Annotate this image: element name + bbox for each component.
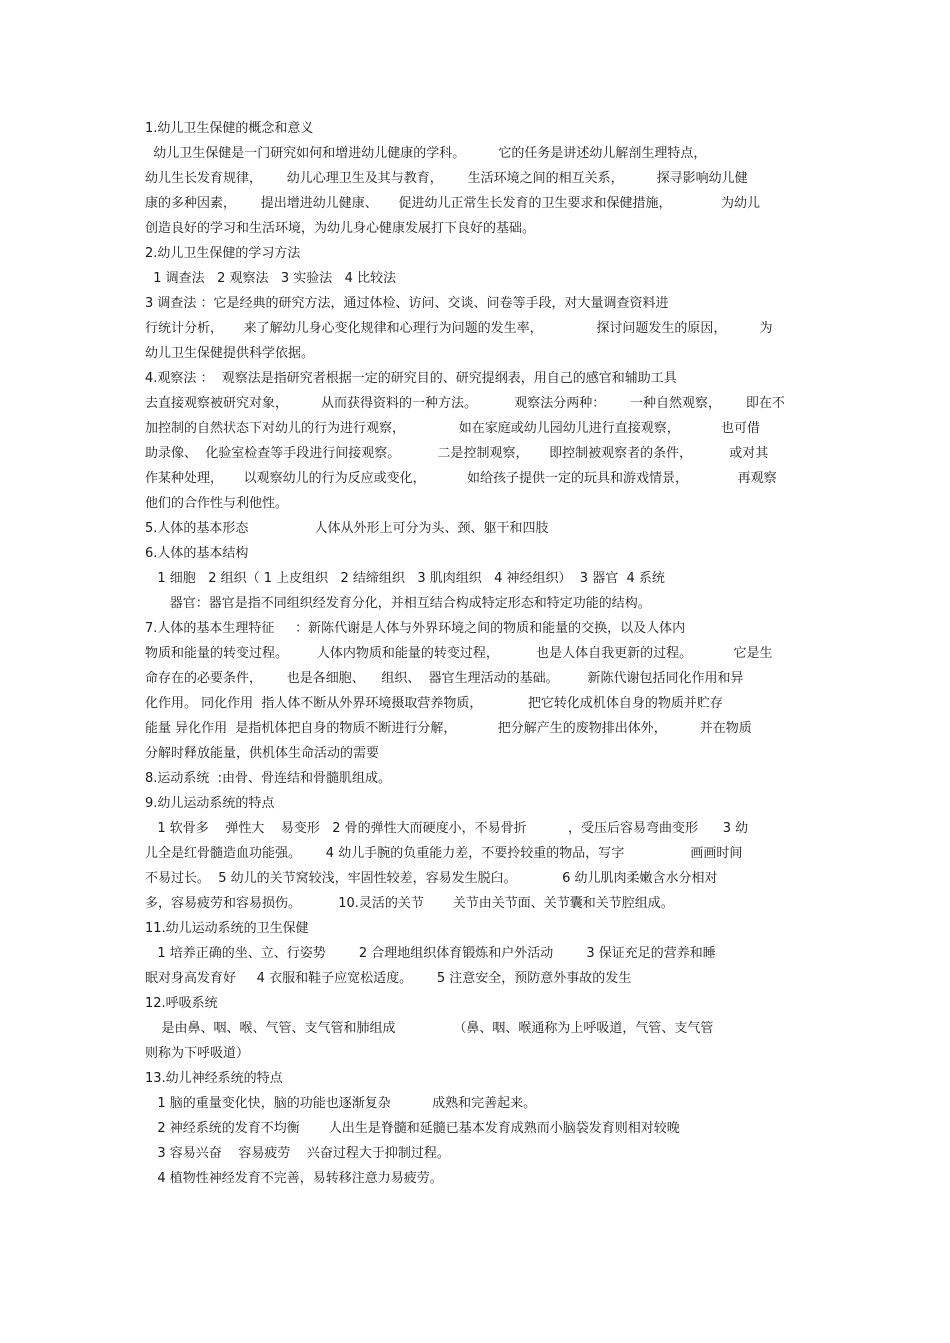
text-line: 3 调查法 ：它是经典的研究方法，通过体检、访问、交谈、问卷等手段，对大量调查资料进 bbox=[145, 296, 669, 311]
text-line: 1 细胞 2 组织（ 1 上皮组织 2 结缔组织 3 肌肉组织 4 神经组织） 3 器官 4 系统 bbox=[145, 571, 665, 586]
text-line: 8.运动系统 :由骨、骨连结和骨髓肌组成。 bbox=[145, 771, 392, 786]
text-line: 2 神经系统的发育不均衡 人出生是脊髓和延髓已基本发育成熟而小脑袋发育则相对较晚 bbox=[145, 1121, 680, 1136]
text-line: 去直接观察被研究对象， 从而获得资料的一种方法。 观察法分两种： 一种自然观察， 即在不 bbox=[145, 396, 785, 411]
text-line: 加控制的自然状态下对幼儿的行为进行观察， 如在家庭或幼儿园幼儿进行直接观察， 也可借 bbox=[145, 421, 761, 436]
text-line: 1 培养正确的坐、立、行姿势 2 合理地组织体育锻炼和户外活动 3 保证充足的营养和睡 bbox=[145, 946, 716, 961]
text-line: 康的多种因素， 提出增进幼儿健康、 促进幼儿正常生长发育的卫生要求和保健措施， 为幼儿 bbox=[145, 196, 761, 211]
text-line: 行统计分析， 来了解幼儿身心变化规律和心理行为问题的发生率， 探讨问题发生的原因， 为 bbox=[145, 321, 773, 336]
text-line: 幼儿卫生保健是一门研究如何和增进幼儿健康的学科。 它的任务是讲述幼儿解剖生理特点， bbox=[145, 146, 707, 161]
text-line: 不易过长。 5 幼儿的关节窝较浅，牢固性较差，容易发生脱臼。 6 幼儿肌肉柔嫩含水分相对 bbox=[145, 871, 718, 886]
text-line: 是由鼻、咽、喉、气管、支气管和肺组成 （鼻、咽、喉通称为上呼吸道，气管、支气管 bbox=[145, 1021, 714, 1036]
text-line: 3 容易兴奋 容易疲劳 兴奋过程大于抑制过程。 bbox=[145, 1146, 450, 1161]
text-line: 分解时释放能量，供机体生命活动的需要 bbox=[145, 746, 380, 761]
text-line: 器官：器官是指不同组织经发育分化，并相互结合构成特定形态和特定功能的结构。 bbox=[145, 596, 651, 611]
text-line: 5.人体的基本形态 人体从外形上可分为头、颈、躯干和四肢 bbox=[145, 521, 549, 536]
text-line: 2.幼儿卫生保健的学习方法 bbox=[145, 246, 301, 261]
text-line: 1 调查法 2 观察法 3 实验法 4 比较法 bbox=[145, 271, 397, 286]
text-line: 命存在的必要条件， 也是各细胞、 组织、 器官生理活动的基础。 新陈代谢包括同化作用和异 bbox=[145, 671, 744, 686]
text-line: 则称为下呼吸道） bbox=[145, 1046, 250, 1061]
text-line: 1 软骨多 弹性大 易变形 2 骨的弹性大而硬度小，不易骨折 ，受压后容易弯曲变形 3 幼 bbox=[145, 821, 749, 836]
text-line: 7.人体的基本生理特征 ：新陈代谢是人体与外界环境之间的物质和能量的交换，以及人体内 bbox=[145, 621, 686, 636]
text-line: 9.幼儿运动系统的特点 bbox=[145, 796, 275, 811]
text-line: 1.幼儿卫生保健的概念和意义 bbox=[145, 121, 314, 136]
text-line: 4.观察法 ： 观察法是指研究者根据一定的研究目的、研究提纲表，用自己的感官和辅助工具 bbox=[145, 371, 677, 386]
text-line: 多，容易疲劳和容易损伤。 10.灵活的关节 关节由关节面、关节囊和关节腔组成。 bbox=[145, 896, 674, 911]
text-line: 物质和能量的转变过程。 人体内物质和能量的转变过程， 也是人体自我更新的过程。 它是生 bbox=[145, 646, 773, 661]
text-line: 12.呼吸系统 bbox=[145, 996, 218, 1011]
text-line: 助录像、 化验室检查等手段进行间接观察。 二是控制观察， 即控制被观察者的条件， 或对其 bbox=[145, 446, 769, 461]
text-line: 能量 异化作用 是指机体把自身的物质不断进行分解， 把分解产生的废物排出体外， 并在物质 bbox=[145, 721, 752, 736]
text-line: 13.幼儿神经系统的特点 bbox=[145, 1071, 283, 1086]
text-line: 作某种处理， 以观察幼儿的行为反应或变化， 如给孩子提供一定的玩具和游戏情景， 再观察 bbox=[145, 471, 777, 486]
text-line: 创造良好的学习和生活环境，为幼儿身心健康发展打下良好的基础。 bbox=[145, 221, 536, 236]
text-line: 眠对身高发育好 4 衣服和鞋子应宽松适度。 5 注意安全，预防意外事故的发生 bbox=[145, 971, 632, 986]
text-line: 1 脑的重量变化快，脑的功能也逐渐复杂 成熟和完善起来。 bbox=[145, 1096, 537, 1111]
text-line: 幼儿卫生保健提供科学依据。 bbox=[145, 346, 315, 361]
text-line: 6.人体的基本结构 bbox=[145, 546, 249, 561]
text-line: 化作用。 同化作用 指人体不断从外界环境摄取营养物质， 把它转化成机体自身的物质并贮存 bbox=[145, 696, 723, 711]
text-line: 4 植物性神经发育不完善，易转移注意力易疲劳。 bbox=[145, 1171, 443, 1186]
text-line: 11.幼儿运动系统的卫生保健 bbox=[145, 921, 309, 936]
text-line: 他们的合作性与利他性。 bbox=[145, 496, 289, 511]
text-line: 幼儿生长发育规律， 幼儿心理卫生及其与教育， 生活环境之间的相互关系， 探寻影响幼儿健 bbox=[145, 171, 748, 186]
text-line: 儿全是红骨髓造血功能强。 4 幼儿手腕的负重能力差，不要拎较重的物品，写字 画画时间 bbox=[145, 846, 743, 861]
